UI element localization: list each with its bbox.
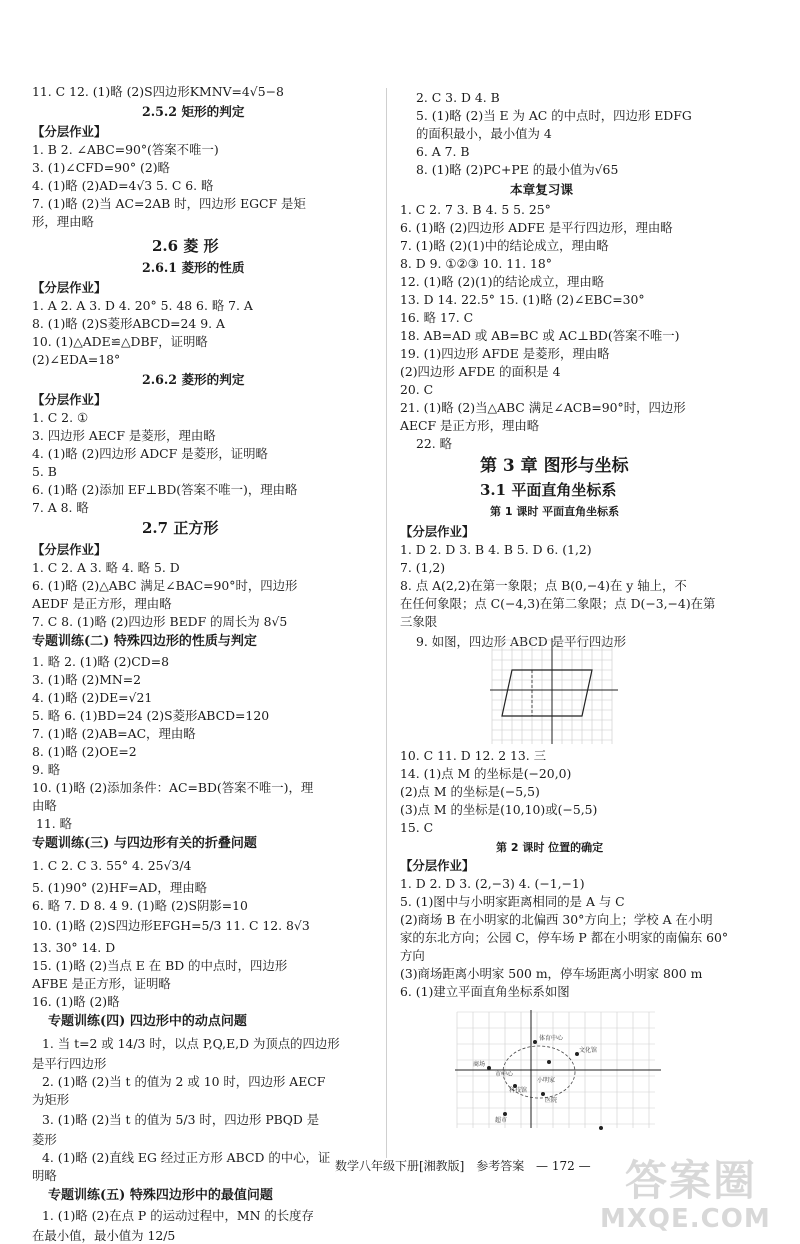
right-line: 1. C 2. 7 3. B 4. 5 5. 25°: [400, 202, 551, 217]
watermark-url: MXQE.COM: [600, 1204, 771, 1234]
left-line: 1. (1)略 (2)在点 P 的运动过程中，MN 的长度存: [42, 1208, 314, 1223]
left-line: 专题训练(二) 特殊四边形的性质与判定: [32, 634, 257, 649]
left-line: 10. (1)略 (2)S四边形EFGH=5/3 11. C 12. 8√3: [32, 918, 310, 933]
left-line: 1. B 2. ∠ABC=90°(答案不唯一): [32, 142, 219, 157]
right-line: 【分层作业】: [400, 524, 475, 539]
parallelogram-grid-figure: [490, 638, 622, 746]
map-label-culture-hall: 文化馆: [579, 1047, 598, 1054]
left-line: 8. (1)略 (2)OE=2: [32, 744, 137, 759]
left-line: 为矩形: [32, 1092, 70, 1107]
left-line: 6. (1)略 (2)添加 EF⊥BD(答案不唯一)，理由略: [32, 482, 298, 497]
left-line: 5. 略 6. (1)BD=24 (2)S菱形ABCD=120: [32, 708, 270, 723]
left-line: 3. (1)∠CFD=90° (2)略: [32, 160, 170, 175]
left-line: 8. (1)略 (2)S菱形ABCD=24 9. A: [32, 316, 225, 331]
map-label-supermarket: 超市: [495, 1117, 508, 1124]
left-line: 【分层作业】: [32, 542, 107, 557]
right-line: 家的东北方向；公园 C，停车场 P 都在小明家的南偏东 60°: [400, 930, 729, 945]
map-label-home: 小明家: [537, 1077, 556, 1084]
left-line: 10. (1)略 (2)添加条件：AC=BD(答案不唯一)，理: [32, 780, 314, 795]
right-line: 【分层作业】: [400, 858, 475, 873]
left-line: 【分层作业】: [32, 392, 107, 407]
left-line: 1. A 2. A 3. D 4. 20° 5. 48 6. 略 7. A: [32, 298, 253, 313]
map-label-mall: 商场: [473, 1061, 486, 1068]
right-line: (3)点 M 的坐标是(10,10)或(−5,5): [400, 802, 598, 817]
left-line: 6. 略 7. D 8. 4 9. (1)略 (2)S阴影=10: [32, 898, 248, 913]
right-line: 1. D 2. D 3. (2,−3) 4. (−1,−1): [400, 876, 585, 891]
right-line: 8. 点 A(2,2)在第一象限；点 B(0,−4)在 y 轴上，不: [400, 578, 687, 593]
right-line: 12. (1)略 (2)(1)的结论成立，理由略: [400, 274, 605, 289]
left-line: 2.6.2 菱形的判定: [142, 372, 245, 387]
right-line: 6. (1)略 (2)四边形 ADFE 是平行四边形，理由略: [400, 220, 673, 235]
page-footer: [335, 1157, 599, 1174]
left-line: 明略: [32, 1168, 57, 1183]
right-line: 5. (1)图中与小明家距离相同的是 A 与 C: [400, 894, 625, 909]
right-line: 14. (1)点 M 的坐标是(−20,0): [400, 766, 572, 781]
left-line: 11. C 12. (1)略 (2)S四边形KMNV=4√5−8: [32, 84, 284, 99]
right-line: 方向: [400, 948, 425, 963]
left-line: 13. 30° 14. D: [32, 940, 116, 955]
right-line: 第 1 课时 平面直角坐标系: [490, 505, 620, 518]
left-line: 9. 略: [32, 762, 61, 777]
left-line: 1. C 2. ①: [32, 410, 89, 425]
left-line: 7. (1)略 (2)当 AC=2AB 时，四边形 EGCF 是矩: [32, 196, 306, 211]
map-label-hospital: 医院: [545, 1097, 558, 1104]
left-line: 3. (1)略 (2)当 t 的值为 5/3 时，四边形 PBQD 是: [42, 1112, 320, 1127]
left-line: 专题训练(五) 特殊四边形中的最值问题: [48, 1188, 273, 1203]
right-line: 2. C 3. D 4. B: [416, 90, 500, 105]
left-line: 1. 当 t=2 或 14/3 时，以点 P,Q,E,D 为顶点的四边形: [42, 1036, 340, 1051]
right-line: 第 3 章 图形与坐标: [480, 456, 629, 476]
left-line: 7. (1)略 (2)AB=AC，理由略: [32, 726, 196, 741]
right-line: 6. (1)建立平面直角坐标系如图: [400, 984, 570, 999]
right-line: 7. (1,2): [400, 560, 446, 575]
right-line: (2)点 M 的坐标是(−5,5): [400, 784, 540, 799]
left-line: 3. (1)略 (2)MN=2: [32, 672, 141, 687]
right-line: 16. 略 17. C: [400, 310, 474, 325]
left-line: 2.7 正方形: [142, 519, 219, 537]
left-line: 11. 略: [36, 816, 73, 831]
left-line: 菱形: [32, 1132, 57, 1147]
watermark-logo: 答案圈: [625, 1156, 758, 1205]
right-line: 三象限: [400, 614, 438, 629]
map-label-sports-center: 体育中心: [539, 1035, 564, 1042]
left-line: 1. C 2. A 3. 略 4. 略 5. D: [32, 560, 180, 575]
map-label-science-museum: 科技馆: [509, 1087, 528, 1094]
page-number: — 172 —: [536, 1159, 591, 1173]
left-line: 10. (1)△ADE≌△DBF，证明略: [32, 334, 208, 349]
left-line: 1. C 2. C 3. 55° 4. 25√3/4: [32, 858, 192, 873]
right-line: AECF 是正方形，理由略: [400, 418, 540, 433]
right-line: 5. (1)略 (2)当 E 为 AC 的中点时，四边形 EDFG: [416, 108, 692, 123]
left-line: 2. (1)略 (2)当 t 的值为 2 或 10 时，四边形 AECF: [42, 1074, 326, 1089]
footer-book-title: 数学八年级下册[湘教版]: [335, 1159, 465, 1173]
left-line: 7. A 8. 略: [32, 500, 89, 515]
location-map-figure: [455, 1010, 667, 1130]
right-line: 7. (1)略 (2)(1)中的结论成立，理由略: [400, 238, 609, 253]
left-line: 2.6 菱 形: [152, 237, 219, 255]
left-line: 2.6.1 菱形的性质: [142, 260, 245, 275]
left-line: 15. (1)略 (2)当点 E 在 BD 的中点时，四边形: [32, 958, 288, 973]
left-line: 4. (1)略 (2)DE=√21: [32, 690, 153, 705]
left-line: 在最小值，最小值为 12/5: [32, 1228, 176, 1243]
left-line: (2)∠EDA=18°: [32, 352, 121, 367]
left-line: 5. (1)90° (2)HF=AD，理由略: [32, 880, 207, 895]
left-line: 16. (1)略 (2)略: [32, 994, 120, 1009]
right-line: 13. D 14. 22.5° 15. (1)略 (2)∠EBC=30°: [400, 292, 645, 307]
left-line: 7. C 8. (1)略 (2)四边形 BEDF 的周长为 8√5: [32, 614, 288, 629]
right-line: (3)商场距离小明家 500 m，停车场距离小明家 800 m: [400, 966, 703, 981]
column-divider: [386, 88, 387, 1158]
right-line: 3.1 平面直角坐标系: [480, 481, 617, 499]
left-line: AFBE 是正方形，证明略: [32, 976, 171, 991]
left-line: 专题训练(三) 与四边形有关的折叠问题: [32, 836, 257, 851]
left-line: AEDF 是正方形，理由略: [32, 596, 172, 611]
left-line: 4. (1)略 (2)直线 EG 经过正方形 ABCD 的中心，证: [42, 1150, 331, 1165]
right-line: 9. 如图，四边形 ABCD 是平行四边形: [416, 634, 627, 649]
right-line: 10. C 11. D 12. 2 13. 三: [400, 748, 547, 763]
right-line: 在任何象限；点 C(−4,3)在第二象限；点 D(−3,−4)在第: [400, 596, 716, 611]
right-line: (2)商场 B 在小明家的北偏西 30°方向上；学校 A 在小明: [400, 912, 713, 927]
right-line: 22. 略: [416, 436, 453, 451]
left-line: 3. 四边形 AECF 是菱形，理由略: [32, 428, 216, 443]
right-line: 8. D 9. ①②③ 10. 11. 18°: [400, 256, 552, 271]
right-line: 21. (1)略 (2)当△ABC 满足∠ACB=90°时，四边形: [400, 400, 686, 415]
right-line: 本章复习课: [510, 182, 573, 197]
left-line: 【分层作业】: [32, 280, 107, 295]
left-line: 形，理由略: [32, 214, 94, 229]
right-line: 18. AB=AD 或 AB=BC 或 AC⊥BD(答案不唯一): [400, 328, 680, 343]
right-line: (2)四边形 AFDE 的面积是 4: [400, 364, 561, 379]
left-line: 1. 略 2. (1)略 (2)CD=8: [32, 654, 169, 669]
footer-section: 参考答案: [476, 1159, 525, 1173]
left-line: 4. (1)略 (2)四边形 ADCF 是菱形，证明略: [32, 446, 268, 461]
right-line: 1. D 2. D 3. B 4. B 5. D 6. (1,2): [400, 542, 592, 557]
left-line: 由略: [32, 798, 57, 813]
right-line: 19. (1)四边形 AFDE 是菱形，理由略: [400, 346, 610, 361]
left-line: 4. (1)略 (2)AD=4√3 5. C 6. 略: [32, 178, 214, 193]
left-line: 【分层作业】: [32, 124, 107, 139]
right-line: 的面积最小，最小值为 4: [416, 126, 552, 141]
left-line: 2.5.2 矩形的判定: [142, 104, 245, 119]
map-label-city-center: 市中心: [495, 1071, 514, 1078]
left-line: 是平行四边形: [32, 1056, 107, 1071]
right-line: 第 2 课时 位置的确定: [496, 841, 604, 854]
right-line: 20. C: [400, 382, 434, 397]
left-line: 5. B: [32, 464, 57, 479]
right-line: 8. (1)略 (2)PC+PE 的最小值为√65: [416, 162, 619, 177]
left-line: 6. (1)略 (2)△ABC 满足∠BAC=90°时，四边形: [32, 578, 298, 593]
right-line: 15. C: [400, 820, 434, 835]
right-line: 6. A 7. B: [416, 144, 470, 159]
left-line: 专题训练(四) 四边形中的动点问题: [48, 1014, 247, 1029]
